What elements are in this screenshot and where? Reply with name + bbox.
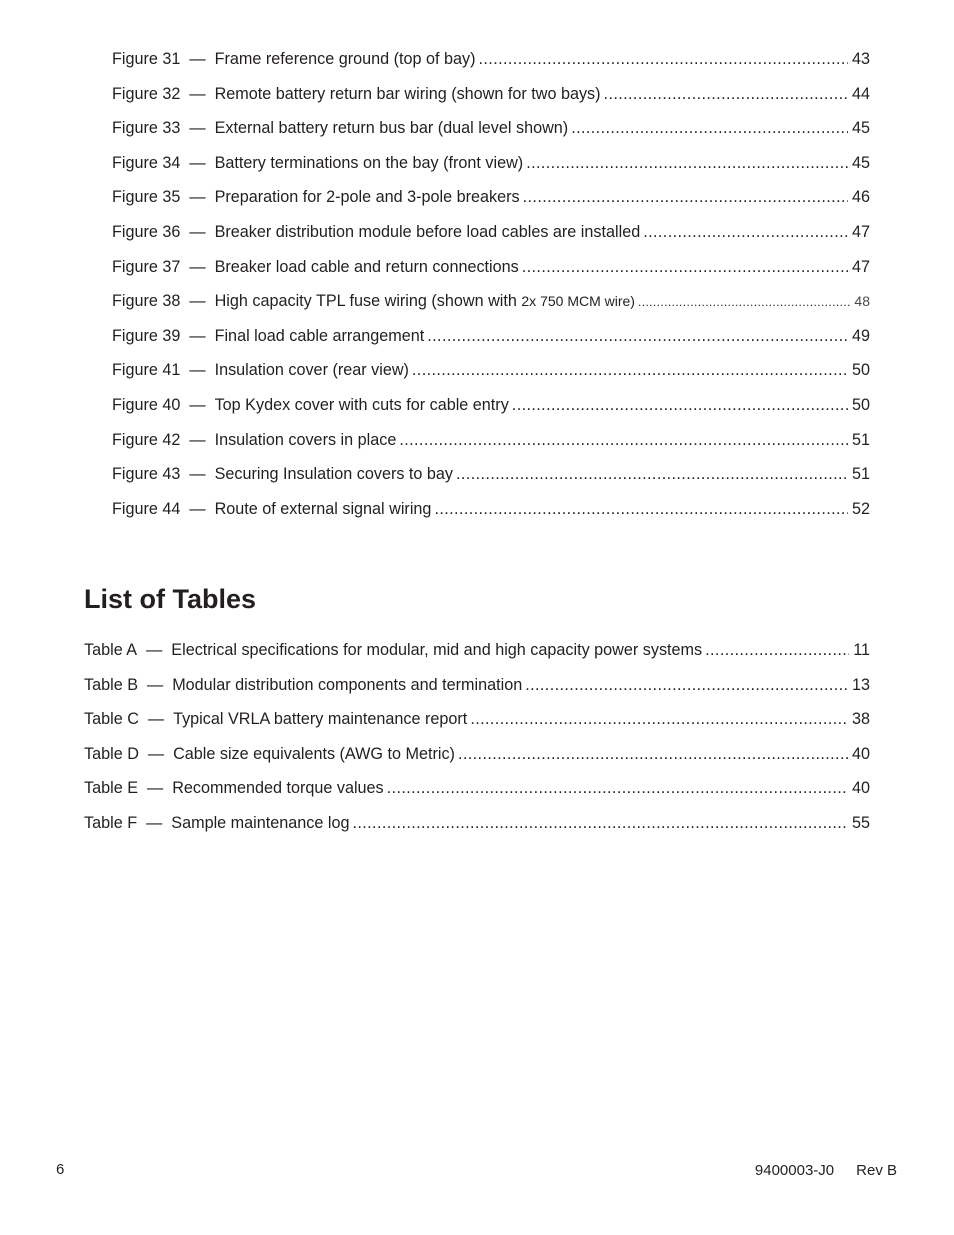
entry-title: Typical VRLA battery maintenance report (173, 710, 468, 729)
entry-dash: — (189, 222, 206, 241)
entry-page-number: 40 (851, 779, 870, 798)
entry-title: Route of external signal wiring (214, 499, 432, 518)
entry-dash: — (189, 292, 206, 311)
figure-entry (112, 119, 870, 154)
entry-dash: — (189, 395, 206, 414)
figure-entry (112, 85, 870, 120)
entry-page-number: 46 (851, 188, 870, 207)
entry-page-number: 11 (853, 641, 870, 659)
footer-page-number: 6 (56, 1161, 65, 1178)
entry-dash: — (189, 84, 206, 103)
entry-page-number: 40 (851, 744, 870, 763)
entry-page-number: 55 (851, 813, 870, 832)
entry-label: Table F (84, 813, 138, 832)
dot-leader (526, 154, 848, 173)
dot-leader (643, 223, 848, 242)
entry-title: Remote battery return bar wiring (shown for two bays) (214, 84, 601, 103)
dot-leader (412, 361, 848, 380)
entry-label: Figure 42 (112, 430, 181, 449)
figure-entry (112, 188, 870, 223)
entry-title: Insulation cover (rear view) (214, 361, 409, 380)
dot-leader (512, 396, 848, 415)
entry-label: Figure 34 (112, 153, 181, 172)
dot-leader (705, 641, 849, 660)
entry-title: Sample maintenance log (171, 813, 350, 832)
entry-dash: — (189, 499, 206, 518)
footer-document-id (755, 1162, 897, 1179)
dot-leader (638, 295, 850, 309)
dot-leader (604, 85, 848, 104)
dot-leader (387, 779, 848, 798)
footer-revision: Rev B (856, 1162, 897, 1179)
entry-label: Figure 38 (112, 292, 181, 311)
dot-leader (525, 676, 848, 695)
figure-entry (112, 500, 870, 535)
dot-leader (571, 119, 848, 138)
entry-dash: — (147, 779, 164, 798)
dot-leader (399, 431, 848, 450)
entry-title-main: High capacity TPL fuse wiring (shown with (214, 292, 517, 311)
entry-label: Table B (84, 675, 138, 694)
entry-title: Modular distribution components and termination (172, 675, 523, 694)
entry-label: Figure 36 (112, 222, 181, 241)
entry-dash: — (147, 675, 164, 694)
dot-leader (352, 814, 848, 833)
entry-page-number: 48 (854, 293, 870, 310)
entry-label: Figure 37 (112, 257, 181, 276)
entry-dash: — (189, 465, 206, 484)
dot-leader (458, 745, 848, 764)
table-entry (84, 641, 870, 676)
entry-label: Table A (84, 641, 138, 659)
entry-page-number: 47 (851, 257, 870, 276)
figure-entry (112, 258, 870, 293)
entry-page-number: 51 (851, 465, 870, 484)
table-entry (84, 745, 870, 780)
entry-label: Figure 44 (112, 499, 181, 518)
table-entry (84, 814, 870, 849)
dot-leader (456, 465, 848, 484)
entry-dash: — (189, 361, 206, 380)
entry-title: Battery terminations on the bay (front view) (214, 153, 524, 172)
entry-page-number: 50 (851, 361, 870, 380)
entry-page-number: 38 (851, 710, 870, 729)
figure-entry (112, 431, 870, 466)
entry-page-number: 44 (851, 84, 870, 103)
entry-label: Table C (84, 710, 139, 729)
entry-title: Top Kydex cover with cuts for cable entry (214, 395, 509, 414)
entry-dash: — (189, 50, 206, 68)
dot-leader (479, 50, 848, 69)
dot-leader (470, 710, 848, 729)
entry-title: Breaker load cable and return connections (214, 257, 519, 276)
entry-label: Figure 40 (112, 395, 181, 414)
entry-label: Figure 39 (112, 326, 181, 345)
entry-label: Table D (84, 744, 139, 763)
entry-dash: — (189, 326, 206, 345)
entry-title: Cable size equivalents (AWG to Metric) (173, 744, 455, 763)
entry-page-number: 13 (851, 675, 870, 694)
entry-page-number: 51 (851, 430, 870, 449)
entry-page-number: 49 (851, 326, 870, 345)
footer-doc-number: 9400003-J0 (754, 1162, 835, 1179)
dot-leader (522, 258, 848, 277)
entry-title-small: 2x 750 MCM wire) (521, 293, 635, 310)
entry-page-number: 43 (851, 50, 870, 68)
entry-dash: — (146, 813, 163, 832)
entry-dash: — (189, 430, 206, 449)
figure-entry (112, 396, 870, 431)
entry-dash: — (189, 119, 206, 138)
entry-page-number: 45 (851, 119, 870, 138)
entry-title: Electrical specifications for modular, mid and high capacity power systems (171, 641, 703, 659)
figure-entry (112, 465, 870, 500)
entry-label: Figure 32 (112, 84, 181, 103)
entry-title (215, 292, 635, 311)
figure-entry (112, 292, 870, 327)
entry-dash: — (147, 710, 165, 729)
table-entry (84, 710, 870, 745)
list-of-tables-heading: List of Tables (84, 584, 257, 614)
entry-label: Figure 31 (112, 50, 181, 68)
entry-label: Figure 35 (112, 188, 181, 207)
entry-dash: — (189, 153, 206, 172)
entry-title: Breaker distribution module before load cables are installed (214, 222, 641, 241)
entry-page-number: 50 (851, 395, 870, 414)
entry-label: Table E (84, 779, 138, 798)
entry-label: Figure 33 (112, 119, 181, 138)
figure-entry (112, 223, 870, 258)
figure-entry (112, 327, 870, 362)
table-entry (84, 779, 870, 814)
entry-title: Recommended torque values (172, 779, 384, 798)
entry-label: Figure 41 (112, 361, 181, 380)
entry-title: External battery return bus bar (dual level shown) (214, 119, 569, 138)
entry-title: Insulation covers in place (214, 430, 397, 449)
figure-entry (112, 361, 870, 396)
dot-leader (523, 188, 848, 207)
entry-label: Figure 43 (112, 465, 181, 484)
entry-dash: — (189, 188, 206, 207)
figure-entry (112, 50, 870, 85)
entry-page-number: 47 (851, 222, 870, 241)
entry-title: Final load cable arrangement (214, 326, 425, 345)
entry-page-number: 45 (851, 153, 870, 172)
dot-leader (434, 500, 848, 519)
entry-dash: — (147, 744, 165, 763)
dot-leader (427, 327, 848, 346)
entry-title: Securing Insulation covers to bay (214, 465, 454, 484)
entry-title: Frame reference ground (top of bay) (214, 50, 476, 68)
table-entry (84, 676, 870, 711)
list-of-tables (84, 641, 870, 849)
figure-entry (112, 154, 870, 189)
entry-page-number: 52 (851, 499, 870, 518)
list-of-figures-continued (112, 50, 870, 534)
entry-title: Preparation for 2-pole and 3-pole breakers (214, 188, 520, 207)
entry-dash: — (146, 641, 163, 659)
entry-dash: — (189, 257, 206, 276)
